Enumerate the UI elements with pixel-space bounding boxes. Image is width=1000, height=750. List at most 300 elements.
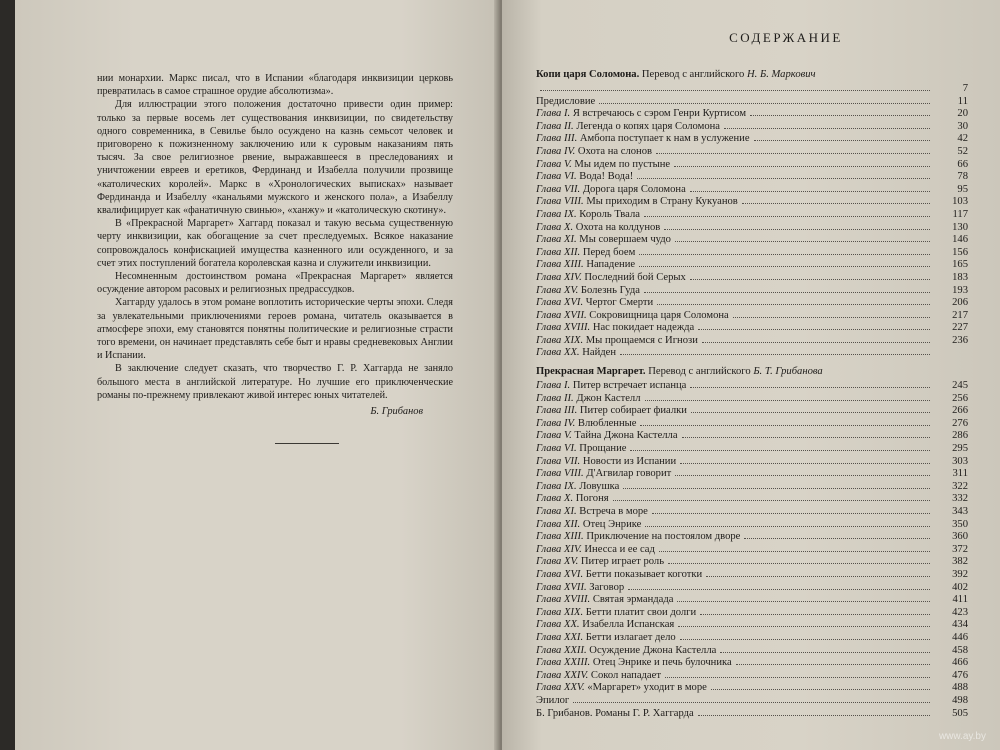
contents-entry [536,429,968,442]
entry-label [536,519,641,531]
entry-title: Перед боем [582,246,636,258]
chapter-word: Глава [536,594,562,606]
leader-dots [659,543,930,552]
entry-title: Мы приходим в Страну Кукуанов [586,196,738,208]
entry-page-number: 332 [952,493,968,505]
entry-title: Сокол нападает [590,669,661,681]
entry-label [536,569,702,581]
contents-entry [536,246,968,259]
contents-section-heading [536,68,1000,81]
entry-title: Отец Энрике [582,518,642,530]
entry-label [536,405,687,417]
leader-dots [613,492,930,501]
entry-title: Охота на слонов [577,145,653,157]
chapter-word: Глава [536,518,562,530]
entry-page-number: 78 [957,171,968,183]
entry-title: Б. Грибанов. Романы Г. Р. Хаггарда [536,707,694,719]
entry-label [536,380,686,392]
entry-label [536,234,671,246]
entry-page-number: 446 [952,631,968,643]
chapter-word: Глава [536,581,562,593]
entry-page-number: 372 [952,543,968,555]
entry-label [536,619,674,631]
afterword-paragraph: Хаггарду удалось в этом романе воплотить исторические черты эпохи. Следя за увлекательными приключениями героев романа, читатель оказывается в атмосфере эпохи, ему становятся понятны политические и религиозные страсти того времени, он начинает представлять себе быт и нравы средневековых Англии и Испании. [97,297,453,362]
entry-title: Новости из Испании [582,455,677,467]
contents-entry [536,379,968,392]
work-title: Копи царя Соломона. [536,69,640,80]
entry-label [536,594,673,606]
chapter-number: VI. [561,171,580,183]
entry-title: Нас покидает надежда [592,322,695,334]
table-of-contents [536,68,1000,719]
entry-title: Инесса и ее сад [584,543,655,555]
chapter-number: XXIV. [561,669,591,681]
right-page [502,0,1000,750]
translation-note: Перевод с английского [639,69,747,80]
contents-entry [536,346,968,359]
entry-page-number: 7 [962,83,968,94]
leader-dots [665,669,930,678]
leader-dots [736,656,930,665]
chapter-word: Глава [536,183,562,195]
chapter-word: Глава [536,196,562,208]
entry-page-number: 350 [952,518,968,530]
entry-label [536,582,624,594]
entry-page-number: 423 [952,606,968,618]
entry-label [536,184,686,196]
entry-title: Святая эрмандада [592,594,674,606]
contents-entry [536,555,968,568]
entry-page-number: 276 [952,417,968,429]
afterword-signature: Б. Грибанов [370,406,423,418]
translator-name: Н. Б. Маркович [747,69,816,80]
contents-entry [536,284,968,297]
entry-page-number: 30 [957,120,968,132]
chapter-number: XII. [561,246,583,258]
entry-title: Отец Энрике и печь булочника [592,657,732,669]
contents-entry [536,707,968,720]
entry-page-number: 434 [952,619,968,631]
chapter-word: Глава [536,455,562,467]
entry-title: Д'Агвилар говорит [586,468,672,480]
entry-title: Питер собирает фиалки [579,405,687,417]
contents-title: СОДЕРЖАНИЕ [729,30,843,45]
entry-page-number: 183 [952,271,968,283]
entry-title: Тайна Джона Кастелла [574,430,678,442]
chapter-word: Глава [536,443,562,455]
entry-page-number: 256 [952,392,968,404]
chapter-number: XVIII. [561,322,593,334]
entry-page-number: 466 [952,657,968,669]
chapter-number: XII. [561,518,583,530]
entry-title: Сокровищница царя Соломона [589,309,729,321]
chapter-number: XXV. [561,682,588,694]
entry-label [536,247,635,259]
entry-page-number: 498 [952,694,968,706]
contents-entry [536,392,968,405]
entry-title: Предисловие [536,95,596,107]
entry-label [536,393,641,405]
entry-label [536,171,633,183]
chapter-word: Глава [536,322,562,334]
entry-page-number: 42 [957,133,968,145]
entry-page-number: 20 [957,108,968,120]
leader-dots [668,555,930,564]
contents-entry [536,334,968,347]
chapter-word: Глава [536,657,562,669]
chapter-number: VII. [561,455,583,467]
leader-dots [674,158,930,167]
chapter-word: Глава [536,556,562,568]
chapter-word: Глава [536,334,562,346]
contents-entry [536,618,968,631]
entry-page-number: 103 [952,196,968,208]
entry-title: Бетти излагает дело [585,631,676,643]
leader-dots [640,417,930,426]
entry-page-number: 343 [952,506,968,517]
leader-dots [644,208,930,217]
entry-title: Ловушка [579,480,620,492]
entry-page-number: 217 [952,309,968,321]
contents-entry [536,233,968,246]
contents-entry [536,195,968,208]
chapter-word: Глава [536,120,562,132]
leader-dots [702,334,930,343]
entry-label [536,347,616,359]
entry-label [536,209,640,221]
chapter-word: Глава [536,468,562,480]
chapter-word: Глава [536,506,562,517]
contents-entry [536,581,968,594]
chapter-number: IV. [561,145,578,157]
entry-label [536,493,609,505]
entry-title: Легенда о копях царя Соломона [576,120,720,132]
chapter-word: Глава [536,171,562,183]
entry-label [536,96,595,108]
entry-page-number: 411 [952,594,968,606]
leader-dots [700,606,930,615]
contents-entry [536,208,968,221]
entry-title: Мы совершаем чудо [579,234,671,246]
afterword-paragraph: В заключение следует сказать, что творчество Г. Р. Хаггарда не заняло большого места в английской литературе. Но лучшие его приключенческие романы по-прежнему привлекают живой интерес юных читателей. [97,363,453,401]
contents-entry [536,95,968,108]
chapter-number: IX. [561,480,580,492]
chapter-word: Глава [536,669,562,681]
chapter-number: VIII. [561,468,587,480]
chapter-word: Глава [536,234,562,246]
contents-entry [536,505,968,518]
entry-label [536,632,676,644]
leader-dots [690,379,930,388]
contents-entry [536,82,968,95]
entry-label [536,259,635,271]
entry-page-number: 295 [952,443,968,455]
entry-label [536,222,660,234]
leader-dots [657,296,930,305]
entry-title: Я встречаюсь с сэром Генри Куртисом [572,108,747,120]
chapter-number: IX. [561,208,580,220]
afterword-paragraph: В «Прекрасной Маргарет» Хаггард показал и такую весьма существенную черту инквизиции, как обогащение за счет преследуемых. Всякое наказание сопровождалось конфискацией имущества казненного или осужденного, и за счет этих поступлений богатела королевская казна и служители инквизиции. [97,218,453,269]
chapter-number: I. [561,108,573,120]
chapter-number: XIV. [561,543,585,555]
chapter-number: IV. [561,417,578,429]
entry-label [536,657,732,669]
leader-dots [680,631,930,640]
leader-dots [678,618,930,627]
chapter-number: XX. [561,619,583,631]
contents-entry [536,518,968,531]
entry-page-number: 146 [952,234,968,246]
contents-entry [536,593,968,606]
contents-entry [536,404,968,417]
leader-dots [639,246,930,255]
leader-dots [742,195,930,204]
chapter-word: Глава [536,133,562,145]
entry-title: Бетти показывает коготки [585,568,703,580]
chapter-number: V. [561,158,575,170]
chapter-number: II. [561,120,577,132]
entry-title: Мы идем по пустыне [574,158,671,170]
chapter-number: XX. [561,347,583,359]
entry-label [536,468,671,480]
contents-entry [536,467,968,480]
chapter-word: Глава [536,644,562,656]
entry-page-number: 266 [952,405,968,417]
leader-dots [733,309,930,318]
entry-title: «Маргарет» уходит в море [587,682,707,694]
contents-entry [536,644,968,657]
entry-title: Эпилог [536,694,570,706]
entry-label [536,159,670,171]
afterword-paragraph: нии монархии. Маркс писал, что в Испании «благодаря инквизиции церковь превратилась в самое страшное орудие абсолютизма». [97,73,453,98]
leader-dots [628,581,930,590]
entry-page-number: 505 [952,707,968,719]
contents-entry [536,543,968,556]
contents-entry [536,530,968,543]
afterword-paragraph: Несомненным достоинством романа «Прекрасная Маргарет» является осуждение автором расовых и религиозных предрассудков. [97,271,453,296]
chapter-word: Глава [536,417,562,429]
contents-entry [536,170,968,183]
afterword-paragraph: Для иллюстрации этого положения достаточно привести один пример: только за первые восемь лет существования инквизиции, по свидетельству одного современника, в Севилье было осуждено на казнь семьсот человек и приговорено к пожизненному заключению или к суровым наказаниям пять тысяч. За свое религиозное рвение, выражавшееся в преследованиях и уничтожении евреев и еретиков, Фердинанд и Изабелла получили прозвище «католических королей». Маркс в «Хронологических выписках» называет Фердинанда и Изабеллу «канальями мужского и женского пола», а Изабеллу квалифицирует как «фанатичную свинью», «ханжу» и «католическую скотину». [97,99,453,217]
entry-page-number: 66 [957,158,968,170]
leader-dots [698,321,930,330]
chapter-word: Глава [536,531,562,543]
entry-label [536,456,676,468]
chapter-word: Глава [536,259,562,271]
chapter-word: Глава [536,297,562,309]
chapter-number: VI. [561,443,580,455]
leader-dots [645,518,930,527]
leader-dots [680,455,930,464]
entry-title: Охота на колдунов [575,221,661,233]
chapter-number: XIII. [561,259,587,271]
entry-title: Встреча в море [579,506,648,517]
entry-label [536,310,729,322]
chapter-word: Глава [536,208,562,220]
contents-entry [536,107,968,120]
contents-entry [536,321,968,334]
contents-entry [536,296,968,309]
chapter-number: XVII. [561,309,590,321]
entry-page-number: 206 [952,297,968,309]
entry-page-number: 392 [952,568,968,580]
entry-title: Погоня [575,493,609,505]
chapter-number: XVIII. [561,594,593,606]
entry-label [536,196,738,208]
contents-entry [536,132,968,145]
chapter-number: XVII. [561,581,590,593]
watermark: www.ay.by [938,731,986,742]
entry-title: Питер играет роль [580,556,665,568]
entry-title: Вода! Вода! [579,171,634,183]
leader-dots [652,505,930,514]
chapter-number: XIX. [561,606,586,618]
leader-dots [664,221,930,230]
entry-title: Осуждение Джона Кастелла [589,644,717,656]
contents-entry [536,681,968,694]
chapter-number: XVI. [561,568,586,580]
entry-label [536,418,636,430]
entry-label [536,297,653,309]
entry-page-number: 402 [952,581,968,593]
entry-label [536,556,664,568]
chapter-number: XXII. [561,644,590,656]
afterword-text [97,72,453,402]
chapter-number: III. [561,405,580,417]
entry-label [536,645,716,657]
chapter-word: Глава [536,606,562,618]
leader-dots [540,82,930,91]
entry-page-number: 130 [952,221,968,233]
entry-title: Джон Кастелл [576,392,641,404]
chapter-word: Глава [536,158,562,170]
entry-title: Влюбленные [577,417,637,429]
entry-label [536,607,696,619]
entry-page-number: 311 [952,468,968,480]
contents-entry [536,492,968,505]
entry-label [536,695,569,707]
contents-entry [536,606,968,619]
leader-dots [599,95,930,104]
chapter-number: X. [561,221,576,233]
end-rule [275,443,339,444]
entry-page-number: 227 [952,322,968,334]
leader-dots [645,392,931,401]
entry-page-number: 117 [952,208,968,220]
work-title: Прекрасная Маргарет. [536,366,646,378]
leader-dots [690,271,930,280]
chapter-word: Глава [536,309,562,321]
leader-dots [711,681,930,690]
contents-entry [536,568,968,581]
entry-title: Нападение [586,259,636,271]
entry-label [536,322,694,334]
chapter-word: Глава [536,392,562,404]
contents-section-heading [536,365,1000,378]
leader-dots [675,467,930,476]
left-page [15,0,497,750]
entry-title: Дорога царя Соломона [582,183,686,195]
leader-dots [724,120,930,129]
entry-page-number: 52 [957,145,968,157]
contents-entry [536,631,968,644]
chapter-number: XV. [561,284,581,296]
entry-page-number: 245 [952,380,968,392]
chapter-word: Глава [536,108,562,120]
contents-entry [536,258,968,271]
entry-title: Приключение на постоялом дворе [586,531,741,543]
chapter-word: Глава [536,246,562,258]
contents-entry [536,442,968,455]
leader-dots [677,593,930,602]
entry-label [536,121,720,133]
contents-entry [536,309,968,322]
entry-title: Питер встречает испанца [572,380,687,392]
entry-label [536,108,746,120]
chapter-number: XI. [561,234,580,246]
chapter-number: XIII. [561,531,587,543]
entry-title: Бетти платит свои долги [585,606,697,618]
translator-name: Б. Т. Грибанова [753,366,823,378]
leader-dots [573,694,930,703]
entry-page-number: 236 [952,334,968,346]
contents-entry [536,183,968,196]
entry-page-number: 193 [952,284,968,296]
leader-dots [620,346,930,355]
entry-title: Заговор [589,581,625,593]
entry-label [536,670,661,682]
entry-label [536,272,686,284]
chapter-number: VIII. [561,196,587,208]
chapter-word: Глава [536,405,562,417]
leader-dots [706,568,930,577]
entry-page-number: 156 [952,246,968,258]
chapter-number: X. [561,493,576,505]
entry-title: Прощание [579,443,627,455]
entry-title: Найден [582,347,617,359]
chapter-number: III. [561,133,580,145]
entry-label [536,335,698,347]
chapter-number: XIV. [561,271,585,283]
leader-dots [720,644,930,653]
entry-title: Изабелла Испанская [582,619,675,631]
leader-dots [623,480,930,489]
entry-label [536,430,678,442]
chapter-number: XVI. [561,297,586,309]
entry-title: Король Твала [579,208,640,220]
chapter-word: Глава [536,480,562,492]
chapter-word: Глава [536,493,562,505]
entry-label [536,146,652,158]
chapter-word: Глава [536,221,562,233]
entry-label [536,708,694,720]
leader-dots [675,233,930,242]
chapter-number: XV. [561,556,581,568]
chapter-word: Глава [536,347,562,359]
entry-label [536,481,619,493]
entry-page-number: 11 [957,95,968,107]
leader-dots [637,170,930,179]
chapter-word: Глава [536,380,562,392]
entry-title: Мы прощаемся с Игнози [585,334,698,346]
entry-page-number: 488 [952,682,968,694]
leader-dots [682,429,930,438]
chapter-word: Глава [536,682,562,694]
chapter-word: Глава [536,619,562,631]
entry-page-number: 322 [952,480,968,492]
entry-title: Чертог Смерти [585,297,654,309]
chapter-number: II. [561,392,577,404]
